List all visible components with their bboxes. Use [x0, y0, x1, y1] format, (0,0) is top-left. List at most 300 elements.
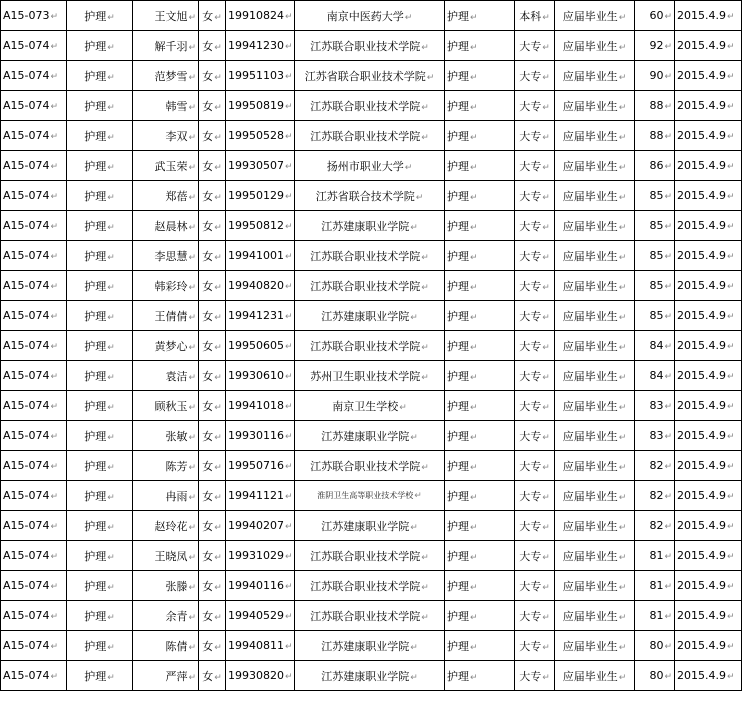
return-mark-icon: ↵: [421, 282, 429, 293]
cell-sex-text: 女: [202, 639, 214, 653]
return-mark-icon: ↵: [664, 252, 672, 262]
cell-score-text: 85: [649, 189, 664, 202]
cell-score-text: 80: [649, 669, 664, 682]
cell-code-text: A15-074: [3, 369, 50, 382]
cell-score-text: 81: [649, 609, 664, 622]
cell-status: [555, 121, 635, 151]
cell-status-text: 应届毕业生: [562, 219, 618, 233]
cell-score-text: 83: [649, 399, 664, 412]
return-mark-icon: ↵: [107, 12, 115, 23]
return-mark-icon: ↵: [542, 162, 550, 173]
return-mark-icon: ↵: [618, 492, 627, 503]
return-mark-icon: ↵: [470, 282, 478, 293]
cell-date: [675, 661, 742, 691]
cell-name-text: 王倩倩: [154, 309, 188, 323]
cell-score-text: 85: [649, 279, 664, 292]
cell-sex: [199, 331, 226, 361]
cell-name: [133, 421, 199, 451]
cell-code: [1, 181, 67, 211]
cell-sex-text: 女: [202, 369, 214, 383]
return-mark-icon: ↵: [188, 162, 196, 173]
return-mark-icon: ↵: [618, 612, 627, 623]
cell-major: [67, 421, 133, 451]
cell-dob: [226, 121, 295, 151]
return-mark-icon: ↵: [726, 342, 735, 352]
return-mark-icon: ↵: [410, 522, 418, 533]
cell-major: [67, 241, 133, 271]
return-mark-icon: ↵: [214, 612, 222, 623]
return-mark-icon: ↵: [470, 252, 478, 263]
cell-major2: [445, 511, 515, 541]
return-mark-icon: ↵: [107, 612, 115, 623]
cell-code-text: A15-074: [3, 279, 50, 292]
cell-major: [67, 61, 133, 91]
cell-code-text: A15-074: [3, 189, 50, 202]
table-row: [1, 541, 742, 571]
cell-code-text: A15-074: [3, 549, 50, 562]
cell-dob-text: 19941018: [228, 399, 284, 412]
cell-name-text: 韩雪: [165, 99, 188, 113]
return-mark-icon: ↵: [415, 192, 424, 203]
return-mark-icon: ↵: [726, 582, 735, 592]
cell-dob-text: 19950129: [228, 189, 284, 202]
cell-date-text: 2015.4.9: [677, 609, 726, 622]
cell-school: [295, 541, 445, 571]
cell-major: [67, 481, 133, 511]
cell-education-text: 大专: [519, 549, 542, 563]
return-mark-icon: ↵: [470, 342, 478, 353]
return-mark-icon: ↵: [618, 432, 627, 443]
cell-dob: [226, 331, 295, 361]
return-mark-icon: ↵: [618, 402, 627, 413]
cell-score: [635, 361, 675, 391]
cell-education-text: 大专: [519, 69, 542, 83]
cell-dob-text: 19930610: [228, 369, 284, 382]
return-mark-icon: ↵: [285, 642, 293, 652]
cell-name-text: 范梦雪: [154, 69, 188, 83]
cell-major2: [445, 271, 515, 301]
cell-major2: [445, 451, 515, 481]
return-mark-icon: ↵: [410, 432, 418, 443]
return-mark-icon: ↵: [188, 552, 196, 563]
cell-dob-text: 19940116: [228, 579, 284, 592]
cell-status: [555, 181, 635, 211]
cell-date: [675, 601, 742, 631]
return-mark-icon: ↵: [188, 132, 196, 143]
cell-code: [1, 151, 67, 181]
cell-score-text: 85: [649, 309, 664, 322]
cell-status: [555, 391, 635, 421]
cell-sex: [199, 451, 226, 481]
cell-code-text: A15-074: [3, 579, 50, 592]
cell-code: [1, 31, 67, 61]
cell-code-text: A15-074: [3, 429, 50, 442]
return-mark-icon: ↵: [188, 672, 196, 683]
return-mark-icon: ↵: [421, 132, 429, 143]
cell-score: [635, 31, 675, 61]
return-mark-icon: ↵: [421, 342, 429, 353]
cell-dob: [226, 451, 295, 481]
cell-status-text: 应届毕业生: [562, 669, 618, 683]
cell-education-text: 本科: [519, 9, 542, 23]
cell-education: [515, 241, 555, 271]
cell-education-text: 大专: [519, 459, 542, 473]
return-mark-icon: ↵: [421, 552, 429, 563]
cell-date-text: 2015.4.9: [677, 39, 726, 52]
return-mark-icon: ↵: [107, 402, 115, 413]
cell-sex-text: 女: [202, 609, 214, 623]
cell-code: [1, 541, 67, 571]
cell-school: [295, 121, 445, 151]
cell-education-text: 大专: [519, 189, 542, 203]
cell-name: [133, 661, 199, 691]
return-mark-icon: ↵: [107, 582, 115, 593]
return-mark-icon: ↵: [542, 522, 550, 533]
cell-major2-text: 护理: [447, 489, 469, 503]
cell-code-text: A15-074: [3, 399, 50, 412]
cell-dob-text: 19930820: [228, 669, 284, 682]
return-mark-icon: ↵: [664, 42, 672, 52]
cell-school: [295, 601, 445, 631]
cell-code-text: A15-074: [3, 519, 50, 532]
cell-school-text: 江苏建康职业学院: [321, 309, 410, 323]
cell-sex-text: 女: [202, 129, 214, 143]
return-mark-icon: ↵: [214, 432, 222, 443]
cell-dob: [226, 391, 295, 421]
cell-major-text: 护理: [84, 9, 107, 23]
cell-sex-text: 女: [202, 249, 214, 263]
cell-score: [635, 211, 675, 241]
cell-major: [67, 151, 133, 181]
cell-major2: [445, 601, 515, 631]
return-mark-icon: ↵: [726, 72, 735, 82]
return-mark-icon: ↵: [470, 132, 478, 143]
return-mark-icon: ↵: [214, 102, 222, 113]
cell-education-text: 大专: [519, 339, 542, 353]
return-mark-icon: ↵: [107, 462, 115, 473]
return-mark-icon: ↵: [410, 672, 418, 683]
return-mark-icon: ↵: [618, 312, 627, 323]
cell-education: [515, 61, 555, 91]
table-row: [1, 301, 742, 331]
cell-education-text: 大专: [519, 399, 542, 413]
cell-code: [1, 631, 67, 661]
cell-code: [1, 271, 67, 301]
return-mark-icon: ↵: [285, 462, 293, 472]
cell-date: [675, 511, 742, 541]
return-mark-icon: ↵: [470, 612, 478, 623]
cell-school: [295, 91, 445, 121]
return-mark-icon: ↵: [726, 282, 735, 292]
return-mark-icon: ↵: [50, 102, 59, 112]
cell-major2: [445, 481, 515, 511]
cell-major: [67, 31, 133, 61]
cell-major2: [445, 121, 515, 151]
cell-major: [67, 601, 133, 631]
cell-education: [515, 661, 555, 691]
cell-date: [675, 391, 742, 421]
cell-school: [295, 1, 445, 31]
cell-date: [675, 181, 742, 211]
cell-education: [515, 271, 555, 301]
table-body: [1, 1, 742, 691]
return-mark-icon: ↵: [285, 522, 293, 532]
cell-major: [67, 541, 133, 571]
cell-status: [555, 481, 635, 511]
cell-education-text: 大专: [519, 639, 542, 653]
cell-score: [635, 301, 675, 331]
cell-date-text: 2015.4.9: [677, 369, 726, 382]
cell-major-text: 护理: [84, 279, 107, 293]
return-mark-icon: ↵: [50, 552, 59, 562]
return-mark-icon: ↵: [664, 612, 672, 622]
cell-sex: [199, 91, 226, 121]
return-mark-icon: ↵: [726, 222, 735, 232]
table-row: [1, 631, 742, 661]
cell-sex: [199, 61, 226, 91]
cell-date: [675, 331, 742, 361]
cell-school-text: 江苏省联合技术学院: [315, 189, 415, 203]
return-mark-icon: ↵: [664, 492, 672, 502]
cell-name-text: 张敏: [165, 429, 188, 443]
return-mark-icon: ↵: [470, 672, 478, 683]
return-mark-icon: ↵: [285, 312, 293, 322]
cell-dob-text: 19950819: [228, 99, 284, 112]
cell-date: [675, 541, 742, 571]
cell-education: [515, 301, 555, 331]
return-mark-icon: ↵: [285, 72, 293, 82]
cell-dob-text: 19930507: [228, 159, 284, 172]
cell-dob-text: 19950528: [228, 129, 284, 142]
cell-status-text: 应届毕业生: [562, 99, 618, 113]
cell-name-text: 严萍: [165, 669, 188, 683]
return-mark-icon: ↵: [188, 612, 196, 623]
cell-education-text: 大专: [519, 579, 542, 593]
cell-major2-text: 护理: [447, 249, 469, 263]
cell-major-text: 护理: [84, 99, 107, 113]
cell-dob-text: 19940820: [228, 279, 284, 292]
return-mark-icon: ↵: [414, 491, 422, 501]
cell-name: [133, 331, 199, 361]
cell-name-text: 李双: [165, 129, 188, 143]
cell-name: [133, 631, 199, 661]
cell-name-text: 武玉荣: [154, 159, 188, 173]
cell-dob: [226, 661, 295, 691]
cell-date-text: 2015.4.9: [677, 489, 726, 502]
cell-sex-text: 女: [202, 69, 214, 83]
cell-name: [133, 361, 199, 391]
return-mark-icon: ↵: [285, 402, 293, 412]
return-mark-icon: ↵: [285, 672, 293, 682]
cell-status-text: 应届毕业生: [562, 279, 618, 293]
return-mark-icon: ↵: [214, 252, 222, 263]
cell-date-text: 2015.4.9: [677, 159, 726, 172]
return-mark-icon: ↵: [50, 462, 59, 472]
cell-school: [295, 181, 445, 211]
return-mark-icon: ↵: [404, 162, 413, 173]
return-mark-icon: ↵: [618, 372, 627, 383]
return-mark-icon: ↵: [542, 612, 550, 623]
cell-name: [133, 541, 199, 571]
table-row: [1, 211, 742, 241]
cell-major-text: 护理: [84, 549, 107, 563]
cell-education: [515, 391, 555, 421]
return-mark-icon: ↵: [470, 372, 478, 383]
return-mark-icon: ↵: [188, 282, 196, 293]
return-mark-icon: ↵: [664, 402, 672, 412]
cell-status: [555, 61, 635, 91]
cell-status: [555, 421, 635, 451]
table-row: [1, 181, 742, 211]
cell-dob-text: 19910824: [228, 9, 284, 22]
cell-score: [635, 601, 675, 631]
cell-dob: [226, 571, 295, 601]
return-mark-icon: ↵: [50, 42, 59, 52]
cell-status: [555, 151, 635, 181]
cell-dob: [226, 91, 295, 121]
cell-name: [133, 481, 199, 511]
return-mark-icon: ↵: [50, 252, 59, 262]
cell-date: [675, 571, 742, 601]
cell-major: [67, 331, 133, 361]
table-row: [1, 31, 742, 61]
cell-status-text: 应届毕业生: [562, 609, 618, 623]
table-row: [1, 271, 742, 301]
cell-major: [67, 211, 133, 241]
return-mark-icon: ↵: [188, 582, 196, 593]
cell-code-text: A15-074: [3, 639, 50, 652]
cell-school-text: 江苏联合职业技术学院: [310, 579, 421, 593]
cell-major-text: 护理: [84, 579, 107, 593]
cell-school-text: 江苏联合职业技术学院: [310, 609, 421, 623]
cell-score: [635, 421, 675, 451]
cell-name-text: 陈倩: [165, 639, 188, 653]
cell-major-text: 护理: [84, 129, 107, 143]
return-mark-icon: ↵: [421, 462, 429, 473]
cell-date: [675, 421, 742, 451]
cell-code: [1, 121, 67, 151]
return-mark-icon: ↵: [470, 462, 478, 473]
return-mark-icon: ↵: [214, 642, 222, 653]
cell-dob: [226, 181, 295, 211]
return-mark-icon: ↵: [542, 582, 550, 593]
return-mark-icon: ↵: [421, 102, 429, 113]
cell-code-text: A15-074: [3, 99, 50, 112]
cell-education: [515, 181, 555, 211]
cell-score-text: 90: [649, 69, 664, 82]
cell-dob: [226, 1, 295, 31]
cell-code: [1, 421, 67, 451]
cell-sex-text: 女: [202, 399, 214, 413]
cell-major-text: 护理: [84, 189, 107, 203]
cell-date: [675, 271, 742, 301]
return-mark-icon: ↵: [542, 132, 550, 143]
cell-education: [515, 631, 555, 661]
cell-score: [635, 511, 675, 541]
cell-major2-text: 护理: [447, 129, 469, 143]
cell-status: [555, 331, 635, 361]
cell-date-text: 2015.4.9: [677, 639, 726, 652]
return-mark-icon: ↵: [470, 492, 478, 503]
cell-sex-text: 女: [202, 189, 214, 203]
cell-score: [635, 91, 675, 121]
return-mark-icon: ↵: [664, 192, 672, 202]
cell-major2-text: 护理: [447, 609, 469, 623]
cell-code: [1, 301, 67, 331]
return-mark-icon: ↵: [726, 522, 735, 532]
cell-school-text: 江苏联合职业技术学院: [310, 549, 421, 563]
return-mark-icon: ↵: [726, 12, 735, 22]
cell-date-text: 2015.4.9: [677, 339, 726, 352]
return-mark-icon: ↵: [188, 252, 196, 263]
cell-major: [67, 181, 133, 211]
return-mark-icon: ↵: [107, 222, 115, 233]
table-row: [1, 61, 742, 91]
return-mark-icon: ↵: [285, 132, 293, 142]
cell-sex-text: 女: [202, 579, 214, 593]
cell-score-text: 81: [649, 549, 664, 562]
return-mark-icon: ↵: [285, 222, 293, 232]
cell-score: [635, 631, 675, 661]
cell-school: [295, 241, 445, 271]
cell-major-text: 护理: [84, 309, 107, 323]
cell-score: [635, 331, 675, 361]
cell-sex-text: 女: [202, 219, 214, 233]
cell-sex: [199, 571, 226, 601]
cell-sex: [199, 271, 226, 301]
cell-score-text: 85: [649, 219, 664, 232]
cell-major2-text: 护理: [447, 39, 469, 53]
cell-status-text: 应届毕业生: [562, 489, 618, 503]
cell-status-text: 应届毕业生: [562, 129, 618, 143]
cell-name-text: 余青: [165, 609, 188, 623]
cell-status-text: 应届毕业生: [562, 639, 618, 653]
cell-education: [515, 121, 555, 151]
cell-dob-text: 19931029: [228, 549, 284, 562]
cell-major-text: 护理: [84, 219, 107, 233]
return-mark-icon: ↵: [285, 552, 293, 562]
return-mark-icon: ↵: [214, 492, 222, 503]
cell-dob: [226, 541, 295, 571]
table-row: [1, 451, 742, 481]
return-mark-icon: ↵: [214, 522, 222, 533]
cell-major-text: 护理: [84, 39, 107, 53]
cell-sex: [199, 181, 226, 211]
cell-date: [675, 361, 742, 391]
cell-score-text: 84: [649, 339, 664, 352]
return-mark-icon: ↵: [726, 462, 735, 472]
cell-major2: [445, 31, 515, 61]
return-mark-icon: ↵: [188, 642, 196, 653]
return-mark-icon: ↵: [50, 132, 59, 142]
table-row: [1, 571, 742, 601]
cell-name: [133, 241, 199, 271]
return-mark-icon: ↵: [618, 642, 627, 653]
table-row: [1, 481, 742, 511]
cell-major: [67, 121, 133, 151]
cell-name-text: 韩彩玲: [154, 279, 188, 293]
cell-school-text: 苏州卫生职业技术学院: [310, 369, 421, 383]
cell-major2: [445, 151, 515, 181]
return-mark-icon: ↵: [664, 132, 672, 142]
cell-status-text: 应届毕业生: [562, 549, 618, 563]
return-mark-icon: ↵: [50, 612, 59, 622]
return-mark-icon: ↵: [542, 402, 550, 413]
table-row: [1, 661, 742, 691]
cell-major2: [445, 1, 515, 31]
cell-sex-text: 女: [202, 669, 214, 683]
cell-education: [515, 1, 555, 31]
